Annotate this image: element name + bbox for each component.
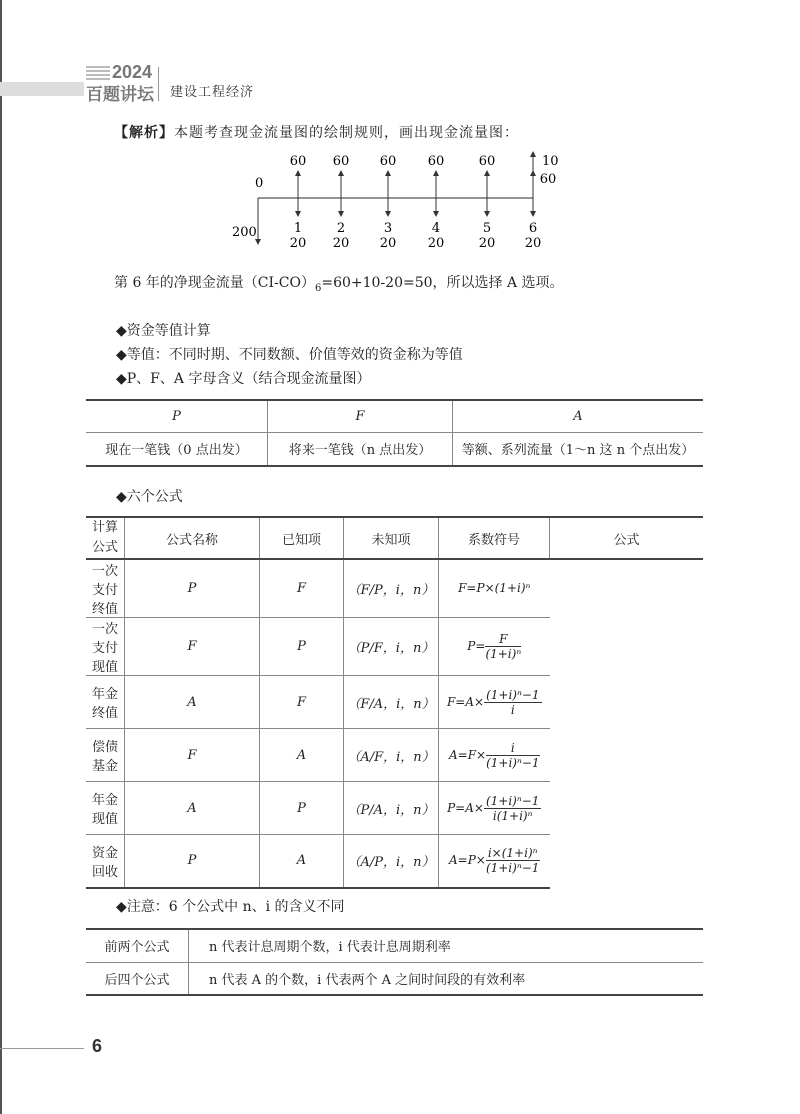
denominator: i bbox=[510, 702, 515, 717]
inflow-label-2: 60 bbox=[332, 154, 350, 169]
fraction bbox=[486, 846, 540, 875]
denominator: (1+i)ⁿ−1 bbox=[486, 755, 540, 770]
coefficient-symbol: （P/A，i，n） bbox=[344, 782, 439, 835]
note-heading: ◆注意：6 个公式中 n、i 的含义不同 bbox=[116, 899, 345, 915]
coefficient-symbol: （P/F，i，n） bbox=[344, 618, 439, 676]
known-item: F bbox=[125, 618, 260, 676]
numerator: (1+i)ⁿ−1 bbox=[485, 793, 540, 808]
unknown-item: P bbox=[260, 782, 344, 835]
header-year: 2024 bbox=[112, 62, 153, 82]
bullet-3: ◆P、F、A 字母含义（结合现金流量图） bbox=[116, 371, 371, 387]
th-name: 公式名称 bbox=[125, 517, 260, 559]
numerator: F bbox=[485, 632, 521, 647]
formula-lhs: F=P× bbox=[458, 581, 495, 595]
unknown-item: F bbox=[260, 559, 344, 618]
header-f: F bbox=[268, 400, 453, 432]
formula-row bbox=[86, 729, 703, 782]
inflow-label-3: 60 bbox=[379, 154, 397, 169]
period-label-2: 2 bbox=[336, 221, 346, 236]
note-table bbox=[86, 928, 703, 996]
numerator: i×(1+i)ⁿ bbox=[487, 846, 538, 861]
note-text-1: n 代表计息周期个数，i 代表计息周期利率 bbox=[189, 929, 704, 962]
formula-row bbox=[86, 559, 703, 618]
analysis-text: 本题考查现金流量图的绘制规则，画出现金流量图： bbox=[174, 125, 519, 141]
note-text-2: n 代表 A 的个数，i 代表两个 A 之间时间段的有效利率 bbox=[189, 962, 704, 995]
conclusion-post: =60+10-20=50，所以选择 A 选项。 bbox=[321, 275, 564, 291]
period-label-4: 4 bbox=[431, 221, 441, 236]
header-subject: 建设工程经济 bbox=[170, 85, 255, 100]
letters-table bbox=[86, 399, 703, 467]
formula-name: 年金现值 bbox=[86, 782, 125, 835]
formula bbox=[458, 581, 530, 595]
note-label-1: 前两个公式 bbox=[86, 929, 189, 962]
outflow-label-5: 20 bbox=[478, 236, 496, 251]
outflow-label-4: 20 bbox=[427, 236, 445, 251]
unknown-item: F bbox=[260, 676, 344, 729]
page-number: 6 bbox=[92, 1036, 103, 1056]
th-symbol: 系数符号 bbox=[439, 517, 550, 559]
formula-row bbox=[86, 782, 703, 835]
denominator: i(1+i)ⁿ bbox=[492, 808, 533, 823]
fraction bbox=[485, 632, 521, 661]
inflow-label-5: 60 bbox=[478, 154, 496, 169]
unknown-item: A bbox=[260, 729, 344, 782]
known-item: A bbox=[125, 676, 260, 729]
header-brand: 百题讲坛 bbox=[86, 85, 154, 104]
formula-lhs: A=P× bbox=[448, 853, 486, 868]
formula bbox=[447, 793, 541, 823]
formula-row bbox=[86, 618, 703, 676]
formula-lhs: F=A× bbox=[446, 694, 485, 709]
formula-lhs: P=A× bbox=[447, 800, 484, 815]
formula bbox=[448, 846, 540, 876]
formula bbox=[446, 687, 542, 717]
cell-f: 将来一笔钱（n 点出发） bbox=[268, 432, 453, 466]
header-a: A bbox=[453, 400, 704, 432]
cell-p: 现在一笔钱（0 点出发） bbox=[86, 432, 268, 466]
known-item: F bbox=[125, 729, 260, 782]
formula bbox=[467, 632, 522, 661]
formula-row bbox=[86, 676, 703, 729]
formula-name: 一次支付现值 bbox=[86, 618, 125, 676]
analysis-label: 【解析】 bbox=[114, 125, 174, 141]
conclusion-sub: 6 bbox=[314, 282, 322, 294]
period-label-6: 6 bbox=[528, 221, 538, 236]
conclusion bbox=[114, 272, 564, 294]
outflow-0-label: 200 bbox=[232, 225, 257, 240]
cash-flow-diagram bbox=[0, 0, 800, 260]
formula bbox=[448, 740, 540, 770]
note-label-2: 后四个公式 bbox=[86, 962, 189, 995]
formula-name: 资金回收 bbox=[86, 835, 125, 888]
bullet-1: ◆资金等值计算 bbox=[116, 323, 211, 339]
numerator: i bbox=[486, 741, 539, 756]
outflow-label-2: 20 bbox=[332, 236, 350, 251]
bullet-2: ◆等值：不同时期、不同数额、价值等效的资金称为等值 bbox=[116, 347, 463, 363]
known-item: A bbox=[125, 782, 260, 835]
formula-row bbox=[86, 835, 703, 888]
period-label-5: 5 bbox=[482, 221, 492, 236]
formula-table bbox=[86, 516, 703, 889]
fraction bbox=[484, 688, 541, 717]
coefficient-symbol: （F/P，i，n） bbox=[344, 559, 439, 618]
six-formulas-heading: ◆六个公式 bbox=[116, 489, 183, 505]
conclusion-pre: 第 6 年的净现金流量（CI-CO） bbox=[114, 275, 315, 291]
coefficient-symbol: （F/A，i，n） bbox=[344, 676, 439, 729]
coefficient-symbol: （A/F，i，n） bbox=[344, 729, 439, 782]
header-p: P bbox=[86, 400, 268, 432]
fraction bbox=[484, 794, 541, 823]
fraction bbox=[486, 741, 539, 770]
extra-inflow-label: 10 bbox=[542, 154, 559, 169]
cell-a: 等额、系列流量（1～n 这 n 个点出发） bbox=[453, 432, 704, 466]
origin-label: 0 bbox=[255, 176, 264, 191]
numerator: (1+i)ⁿ−1 bbox=[486, 687, 540, 702]
th-known: 已知项 bbox=[260, 517, 344, 559]
footer-line bbox=[0, 1048, 84, 1049]
inflow-label-6: 60 bbox=[539, 172, 557, 187]
period-label-3: 3 bbox=[383, 221, 393, 236]
coefficient-symbol: （A/P，i，n） bbox=[344, 835, 439, 888]
unknown-item: P bbox=[260, 618, 344, 676]
formula-name: 一次支付终值 bbox=[86, 559, 125, 618]
outflow-label-6: 20 bbox=[524, 236, 542, 251]
known-item: P bbox=[125, 559, 260, 618]
formula-name: 年金终值 bbox=[86, 676, 125, 729]
denominator: (1+i)ⁿ bbox=[485, 647, 522, 661]
outflow-label-3: 20 bbox=[379, 236, 397, 251]
period-label-1: 1 bbox=[293, 221, 303, 236]
unknown-item: A bbox=[260, 835, 344, 888]
known-item: P bbox=[125, 835, 260, 888]
th-formula: 公式 bbox=[550, 517, 704, 559]
inflow-label-4: 60 bbox=[427, 154, 445, 169]
inflow-label-1: 60 bbox=[289, 154, 307, 169]
formula-lhs: A=F× bbox=[448, 747, 487, 762]
formula-expr: (1+i)ⁿ bbox=[494, 581, 531, 595]
group-label: 计算公式 bbox=[86, 517, 125, 559]
outflow-label-1: 20 bbox=[289, 236, 307, 251]
denominator: (1+i)ⁿ−1 bbox=[485, 861, 540, 876]
th-unknown: 未知项 bbox=[344, 517, 439, 559]
formula-name: 偿债基金 bbox=[86, 729, 125, 782]
formula-lhs: P= bbox=[467, 639, 486, 653]
